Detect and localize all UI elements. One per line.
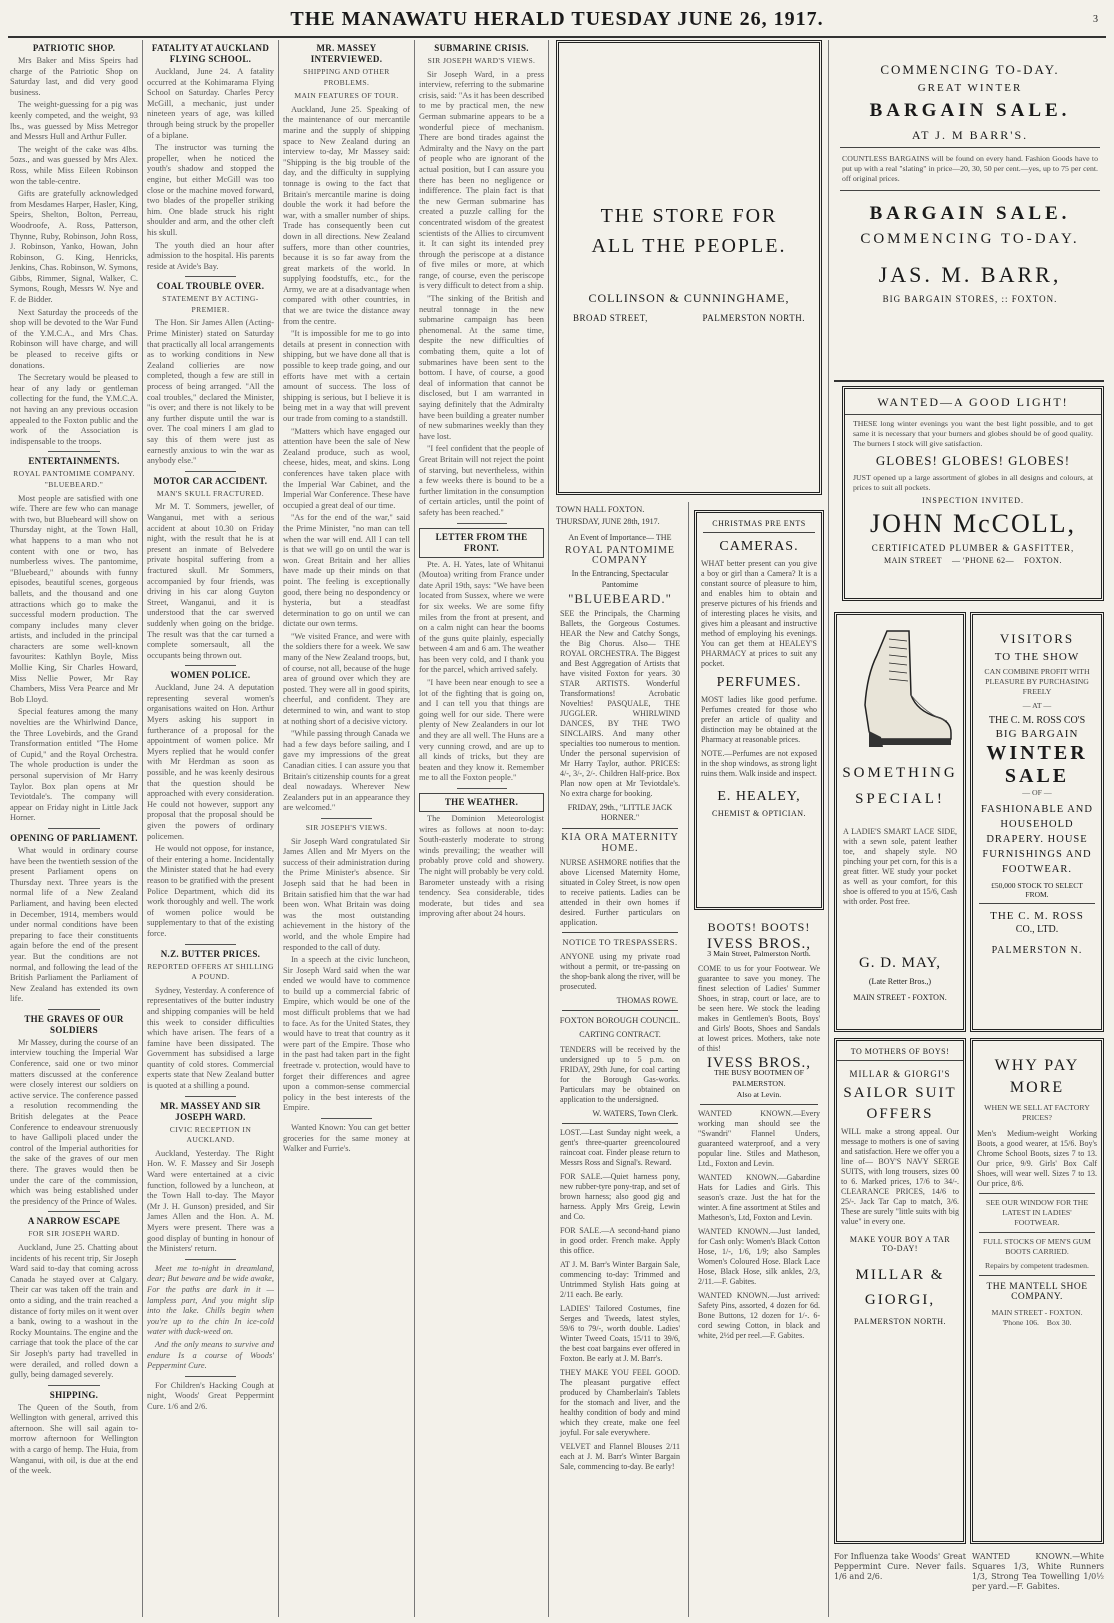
ad-body: WILL make a strong appeal. Our message to mothers is one of saving and satisfaction. Here we offer you a line of— BOY'S NAVY SERGE SUITS, with long trousers, sizes 00 to 6. Marked prices, 17/6 to 34/-. CLEARANCE PRICES, 14/6 to 25/-. Jack Tar Cap to match, 3/6. These are surely "little suits with big value" in every one. (841, 1127, 959, 1226)
subheadline: SIR JOSEPH WARD'S VIEWS. (427, 56, 536, 65)
subheadline: SHIPPING AND OTHER PROBLEMS. (303, 67, 390, 87)
classified-item: LADIES' Tailored Costumes, fine Serges and Tweeds, latest styles, 59/6 to 79/-, worth double. Ladies' Winter Tweed Coats, 15/11 to 39/6, the best coat bargains ever offered in Foxton. Be early at J. M. Barr's. (560, 1304, 680, 1364)
classified-item: AT J. M. Barr's Winter Bargain Sale, commencing to-day: Trimmed and Untrimmed Stylish Hats going at 2/11 each. Be early. (560, 1260, 680, 1300)
ad-body: MOST ladies like good perfume. Perfumes created for those who prefer an article of quality and distinction may be obtained at the Pharmacy at reasonable prices. (701, 695, 817, 744)
divider (185, 471, 236, 472)
headline: MR. MASSEY AND SIR JOSEPH WARD. (160, 1100, 261, 1122)
firm-name: COLLINSON & CUNNINGHAME, (588, 291, 790, 305)
ad-line: PALMERSTON N. (991, 945, 1083, 956)
divider (48, 451, 99, 452)
ad-headline: TO THE SHOW (994, 651, 1080, 663)
ad-headline: SOMETHING (842, 765, 958, 781)
ad-headline: BOOTS! BOOTS! (707, 920, 811, 934)
masthead: THE MANAWATU HERALD TUESDAY JUNE 26, 1917. (290, 8, 824, 30)
headline: WOMEN POLICE. (170, 670, 251, 681)
divider (321, 1118, 372, 1119)
article-paragraph: Special features among the many novelties are the Whirlwind Dance, the Three Lovebirds, and the Grand Transformation entitled "The Home of Cupid," and the Royal Orchestra. The whole production is under the personal supervision of Mr Harry Taylor. Box plan opens at Mr Teviotdale's. The company will appear on Friday night in Little Jack Horner. (10, 707, 138, 823)
subheadline: MAIN FEATURES OF TOUR. (294, 91, 399, 101)
article-paragraph: The weight-guessing for a pig was keenly competed, and the weight, 93 lbs., was guessed by Miss Metregor and Messrs Hull and Arthur Fuller. (10, 100, 138, 142)
subheadline: CIVIC RECEPTION IN AUCKLAND. (169, 1124, 252, 1145)
ad-line: CO., LTD. (1015, 924, 1059, 935)
divider (185, 665, 236, 666)
ad-line: MAIN STREET - FOXTON. (991, 1308, 1083, 1317)
subheadline: SIR JOSEPH'S VIEWS. (305, 822, 388, 832)
divider (185, 1096, 236, 1097)
ad-headline: "BLUEBEARD." (568, 591, 672, 607)
article-paragraph: Mr M. T. Sommers, jeweller, of Wanganui, met with a serious accident at about 10.30 on Friday night, with the result that he is at present an inmate of Belvedere private hospital suffering from a fractured skull. Mr Sommers, accompanied by four friends, was driving in his car along Guyton Street, Wanganui, and it is understood that the car swerved suddenly when going on the bridge. The result was that the car turned a complete somersault, all the occupants being thrown out. (147, 502, 274, 660)
column-rule (548, 40, 549, 1617)
ad-headline: BARGAIN SALE. (869, 100, 1071, 121)
ad-line: THE BUSY BOOTMEN OF PALMERSTON. (713, 1068, 805, 1088)
ad-headline: MILLAR & (855, 1267, 945, 1283)
ad-mantell-shoe (970, 1038, 1104, 1544)
ad-line: — AT — (1022, 701, 1052, 710)
article-paragraph: The Dominion Meteorologist wires as follows at noon to-day: South-easterly moderate to strong winds prevailing; the weather will probably prove cold and showery. The night will probably be very cold. Barometer unsteady with a rising tendency. Sea considerable, tides moderate, but tides and sea improving after about 24 hours. (419, 814, 544, 919)
ad-headline: WINTER (986, 742, 1088, 764)
divider (840, 190, 1100, 191)
ad-line: 3 Main Street, Palmerston North. (707, 949, 811, 959)
headline: THE GRAVES OF OUR SOLDIERS (24, 1013, 124, 1035)
ad-body: SEE the Principals, the Charming Ballets, the Gorgeous Costumes. HEAR the New and Catchy Songs, the Big Chorus. Also— THE ROYAL ORCHESTRA. The Biggest and Best Aggregation of Artists that have visited Foxton for years. 30 STAR ARTISTS. Wonderful Transformations! Acrobatic Novelties! PASQUALE, THE JUGGLER. WHIRLWIND DANCES, BY THE TWO SINCLAIRS. And many other specialties too numerous to mention. Under the personal supervision of Mr Harry Taylor, author. PRICES: 4/-, 3/-, 2/-. Children Half-price. Box Plan now open at Mr Teviotdale's. No extra charge for booking. (560, 608, 680, 798)
headline: LETTER FROM THE FRONT. (419, 528, 544, 558)
column-rule (688, 502, 689, 1617)
divider (562, 1123, 678, 1124)
classified-item: WANTED KNOWN.—Gabardine Hats for Ladies and Girls. This season's craze. Just the hat for the winter. A fine assortment at Stiles and Matheson's, Ltd, Foxton and Levin. (698, 1173, 820, 1223)
ad-line: Also at Levin. (736, 1089, 782, 1099)
ad-e-healey (694, 510, 824, 910)
divider (48, 1211, 99, 1212)
ad-line: FULL STOCKS OF MEN'S GUM BOOTS CARRIED. (983, 1237, 1091, 1256)
article-paragraph: Auckland, Yesterday. The Right Hon. W. F. Massey and Sir Joseph Ward were entertained at a civic function, followed by a luncheon, at the Town Hall to-day. The Mayor (Mr J. H. Gunson) presided, and Sir James Allen and the Hon. A. M. Myers were present. There was a good display of bunting in honour of the Ministers' return. (147, 1148, 274, 1254)
ad-body: A LADIE'S SMART LACE SIDE, with a sewn sole, patent leather toe, and shapely style. NO pinching your pet corn, for this is a great fitter. WE study your pocket as well as your comfort, for this shoe is offered to you at 15/6, Cash with order. Post free. (843, 827, 957, 906)
headline: A NARROW ESCAPE (27, 1216, 121, 1227)
ad-body: THESE long winter evenings you want the best light possible, and to get same it is necessary that your burners and globes should be of good quality. The burners I stock will give satisfaction. (853, 419, 1093, 448)
classified-item: For Influenza take Woods' Great Peppermint Cure. Never fails. 1/6 and 2/6. (834, 1552, 966, 1581)
divider (979, 1232, 1095, 1233)
news-column-4 (419, 40, 544, 1618)
ad-collinson-cunninghame (556, 40, 822, 495)
advert-line: Wanted Known: You can get better groceries for the same money at Walker and Furrie's. (283, 1123, 410, 1154)
ad-headline: ALL THE PEOPLE. (591, 235, 787, 257)
ad-line: Repairs by competent tradesmen. (985, 1261, 1089, 1270)
article-paragraph: "Matters which have engaged our attention have been the sale of New Zealand produce, such as wool, cheese, hides, meat, and skins. Long conferences have taken place with the Imperial War Cabinet, and the Imperial War Conference. These have occupied a great deal of our time. (283, 426, 410, 510)
ad-body: Men's Medium-weight Working Boots, a good wearer, at 15/6. Boy's Chrome School Boots, sizes 7 to 13. Our price, 9/9. Girls' Box Calf Shoes, will wear well. Sizes 7 to 13. Our price, 8/6. (977, 1129, 1097, 1188)
headline: SHIPPING. (49, 1389, 99, 1400)
ad-headline: THE STORE FOR (600, 205, 778, 227)
headline: SUBMARINE CRISIS. (434, 43, 529, 53)
column-rule (278, 40, 279, 1617)
ad-headline: G. D. MAY, (858, 955, 942, 971)
column-rule (828, 40, 829, 1617)
ad-line: 'Phone 106. Box 30. (1002, 1318, 1072, 1327)
ad-line: An Event of Importance— THE (568, 533, 672, 543)
article-paragraph: The Hon. Sir James Allen (Acting-Prime Minister) stated on Saturday that practically all local arrangements as to working conditions in New Zealand collieries are now completed, though a few are still in process of being arranged. "All the coal troubles," declared the Minister, "is over; and there is not likely to be any further dispute until the war is over. The coal miners I am glad to say this of them were just as earnestly anxious to win the war as anybody else." (147, 318, 274, 466)
ad-line: WHEN WE SELL AT FACTORY PRICES? (984, 1103, 1090, 1122)
ad-headline: MORE (1009, 1079, 1065, 1096)
ad-line: THE C. M. ROSS CO'S (988, 715, 1086, 726)
divider (48, 828, 99, 829)
classified-column-a (556, 502, 684, 1620)
article-paragraph: Mr Massey, during the course of an interview touching the Imperial War Conference, said one or two minor matters discussed at the conference were closely interest our soldiers on active service. The conference passed a resolution recommending the British delegates at the Peace Conference to endeavour strenuously to have Gallipoli placed under the control of the Imperial authorities for the sake of the graves of our men there. The graves would then be under the care of the commission, which was being established under the presidency of the Prince of Wales. (10, 1037, 138, 1206)
divider (185, 944, 236, 945)
ad-line: FRIDAY, 29th., "LITTLE JACK HORNER." (567, 802, 673, 823)
column-rule (142, 40, 143, 1617)
article-paragraph: Sir Joseph Ward congratulated Sir James Allen and Mr Myers on the success of their administration during the Prime Minister's absence. Sir Joseph said that he had been in Britain satisfied him that the war had been won. What Britain was doing was the most outstanding achievement in the history of the world, and the whole Empire had responded to the call of duty. (283, 836, 410, 952)
ad-line: COMMENCING TO-DAY. (880, 62, 1060, 77)
date: THURSDAY, JUNE 28th, 1917. (556, 516, 660, 526)
ad-line: COMMENCING TO-DAY. (860, 231, 1080, 247)
article-paragraph: The Queen of the South, from Wellington with general, arrived this afternoon. She will sail again to-morrow afternoon for Wellington with a cargo of hemp. The Huia, from Wanganui, with oil, is due at the end of the week. (10, 1402, 138, 1476)
divider (840, 147, 1100, 148)
divider (834, 380, 1104, 382)
classified-item: WANTED KNOWN.—Just arrived: Safety Pins, assorted, 4 dozen for 6d. Bone Buttons, 12 dozen for 1/-. 6-cord sewing Cotton, in black and white, 2½d per reel.—F. Gabites. (698, 1291, 820, 1341)
ad-line: MAIN STREET - FOXTON. (853, 993, 947, 1002)
poem-ad: And the only means to survive and endure Is a course of Woods' Peppermint Cure. (147, 1339, 274, 1371)
news-column-1 (10, 40, 138, 1618)
classified-item: FOR SALE.—A second-hand piano in good order. French make. Apply this office. (560, 1226, 680, 1256)
divider (185, 1259, 236, 1260)
ad-line: INSPECTION INVITED. (921, 496, 1025, 505)
ad-body: JUST opened up a large assortment of globes in all designs and colours, at prices to suit all pockets. (853, 473, 1093, 492)
ad-line: CHRISTMAS PRE ENTS (712, 519, 806, 528)
ad-millar-giorgi (834, 1038, 966, 1544)
classified-item: WANTED KNOWN.—Every working man should see the "Swandri" Flannel Unders, guaranteed waterproof, and a very popular line. Stiles and Matheson, Ltd., Foxton and Levin. (698, 1109, 820, 1169)
ad-headline: IVESS BROS., (706, 1054, 812, 1071)
article-paragraph: "I feel confident that the people of Great Britain will not reject the point of starving, but nevertheless, within a few weeks there is bound to be a further limitation in the consumption of certain articles, until the point of safety has been reached." (419, 444, 544, 517)
ad-line: FASHIONABLE AND HOUSEHOLD DRAPERY. HOUSE FURNISHINGS AND FOOTWEAR. (981, 804, 1093, 875)
ad-line: SEE OUR WINDOW FOR THE LATEST IN LADIES' FOOTWEAR. (985, 1198, 1089, 1227)
ad-jm-barr (834, 48, 1106, 376)
ad-headline: FOXTON BOROUGH COUNCIL. (559, 1015, 681, 1026)
ad-headline: PERFUMES. (716, 675, 802, 690)
article-paragraph: Next Saturday the proceeds of the shop will be devoted to the War Fund of the Y.M.C.A., and Mrs Chas. Robinson will have charge, and will be pleased to receive gifts or donations. (10, 307, 138, 370)
divider (48, 1009, 99, 1010)
divider (321, 818, 372, 819)
advert-line: For Children's Hacking Cough at night, Woods' Great Peppermint Cure. 1/6 and 2/6. (147, 1380, 274, 1411)
signature: THOMAS ROWE. (616, 995, 678, 1005)
divider (979, 1193, 1095, 1194)
divider (700, 1104, 818, 1105)
divider (185, 1376, 236, 1377)
ad-headline: THE MANTELL SHOE COMPANY. (986, 1282, 1088, 1302)
ad-line: CARTING CONTRACT. (579, 1029, 661, 1039)
article-paragraph: "As for the end of the war," said the Prime Minister, "no man can tell when the war will end. All I can tell is that we will go on until the war is won. Great Britain and her allies have made up their minds on that point. The feeling is exceptionally good, there being no despondency or hysteria, but a steadfast determination to go on until we can dictate our own terms. (283, 513, 410, 629)
headline: OPENING OF PARLIAMENT. (10, 832, 138, 843)
article-paragraph: What would in ordinary course have been the twentieth session of the present Parliament opens on Thursday next. Three years is the normal life of a New Zealand Parliament, and having been elected in December, 1914, members would under normal conditions have been preparing to face their constituents again before the end of the present year. But the conditions are not normal, and following the lead of the British Parliament the Parliament of New Zealand has extended its own life. (10, 845, 138, 1004)
divider (185, 276, 236, 277)
article-paragraph: "We visited France, and were with the soldiers there for a week. We saw many of the New Zealand troops, but, of course, not all, because of the huge area of ground over which they are posted. They were all in good spirits, cheerful, and confident. They are determined to win, and want to stop at nothing short of a decisive victory. (283, 631, 410, 726)
headline: PATRIOTIC SHOP. (32, 43, 116, 53)
divider (48, 1385, 99, 1386)
subheadline: ROYAL PANTOMIME COMPANY. "BLUEBEARD." (13, 469, 135, 489)
ad-line: GREAT WINTER (917, 82, 1023, 94)
ad-body: COME to us for your Footwear. We guarantee to save you money. The finest selection of Ladies' Summer Shoes, in strap, court or lace, are to be seen here. We stock the leading makes in Gentlemen's Boots, Boys' and Girls' Boots, Shoes and Sandals at lowest prices. Mothers, take note of this! (698, 963, 820, 1053)
news-column-3 (283, 40, 410, 1618)
article-paragraph: The youth died an hour after admission to the hospital. His parents reside at Avide's Bay. (147, 240, 274, 271)
headline: MR. MASSEY INTERVIEWED. (310, 43, 383, 64)
ad-headline: WHY PAY (994, 1057, 1080, 1074)
article-paragraph: Sir Joseph Ward, in a press interview, referring to the submarine crisis, said: "As it has been described to me by practical men, the new German submarine appears to be a wonderful piece of mechanism. There are bond tirades against the Admiralty and the Navy on the part of people who are ignorant of the actual position, but I can assure you there has been no negligence or indifference. The plain fact is that the new German submarine has created a puzzle calling for the concentrated wisdom of the greatest scientists of the Allies to circumvent it. It can sight its intended prey through the periscope at a distance of five miles or more, at which range, of course, even the periscope is very difficult to detect from a ship. (419, 69, 544, 291)
ad-headline: NOTICE TO TRESPASSERS. (562, 937, 678, 948)
article-paragraph: "I have been near enough to see a lot of the fighting that is going on, and I can tell you that things are going well for our side. There were plenty of New Zealanders in our lot and they are all well. The Huns are a very cunning crowd, and are up to all kinds of tricks, but they are beaten and they know it. Remember me to all the Foxton people." (419, 678, 544, 783)
street: BROAD STREET, (573, 313, 648, 323)
divider (562, 932, 678, 933)
article-paragraph: The weight of the cake was 4lbs. 5ozs., and was guessed by Mrs Alex. Ross, while Miss Eileen Robinson won the table-centre. (10, 144, 138, 186)
divider (457, 788, 507, 789)
classified-item: VELVET and Flannel Blouses 2/11 each at J. M. Barr's Winter Bargain Sale, commencing to-day. Be early! (560, 1442, 680, 1472)
classified-item: WANTED KNOWN.—Just landed, for Cash only: Women's Black Cotton Hose, 1/-, 1/6, 1/9; also Samples Women's Coloured Hose. Black Lace Hose, Black Hose, silk ankles, 2/3, 2/11.—F. Gabites. (698, 1227, 820, 1287)
ad-headline: OFFERS (866, 1106, 934, 1122)
headline: THE WEATHER. (419, 793, 544, 812)
article-paragraph: He would not oppose, for instance, of their entering a home. Incidentally the Minister stated that he had every reason to be gratified with the present Police Department, which did its work thoroughly and well. The work of women police would be supplementary to that of the existing force. (147, 844, 274, 938)
ad-headline: WANTED—A GOOD LIGHT! (845, 395, 1101, 415)
ad-line: (Late Retter Bros.,) (868, 977, 932, 986)
article-paragraph: Pte. A. H. Yates, late of Whitanui (Moutoa) writing from France under date April 19th, says: "We have been located from Sussex, where we were for six weeks. We are some fifty miles from the front at present, and on a calm night can hear the booms of the guns quite plainly, especially between 4 am and 6 am. The weather has been very cold, and I thank you for the parcel, which arrived safely. (419, 559, 544, 675)
article-paragraph: Gifts are gratefully acknowledged from Mesdames Harper, Hasler, King, Speirs, Shelton, Bolton, Perreau, Woodroofe, A. Ross, Patterson, Thynne, Ruby, Robinson, John Ross, J. Robinson, Yanko, Howan, John Robinson, G. King, Henricks, Jenkins, Chas. Robinson, W. Symons, Gibbs, Rimmer, Signal, Walker, C. Symons, Rough, Messrs W. Nye and F. de Bidder. (10, 189, 138, 305)
ad-line: £50,000 STOCK TO SELECT FROM. (991, 881, 1083, 899)
ad-body: NOTE.—Perfumes are not exposed in the shop windows, as strong light ruins them. Walk inside and inspect. (701, 749, 817, 778)
headline: MOTOR CAR ACCIDENT. (153, 475, 268, 486)
masthead-rule (8, 36, 1106, 38)
ad-line: — OF — (1022, 788, 1052, 797)
ad-headline: KIA ORA MATERNITY HOME. (561, 831, 679, 854)
boot-icon (847, 625, 957, 755)
ad-line: CERTIFICATED PLUMBER & GASFITTER, (871, 543, 1075, 553)
classified-item: WANTED KNOWN.—White Squares 1/3, White Runners 1/3, Strong Tea Towelling 1/0½ per yard.—F. Gabites. (972, 1552, 1104, 1591)
article-paragraph: The instructor was turning the propeller, when he noticed the youth's shadow and stopped the engine, but either McGill was too close or the machine moved forward, two blades of the propeller striking him. One blade struck his right shoulder and arm, and the other cleft his skull. (147, 143, 274, 237)
poem-ad: Meet me to-night in dreamland, dear; But beware and be wide awake, For the paths are dark in it — lampless part, And you might slip into the lake. Chills begin when you're up to the chin In ice-cold water with duck-weed on. (147, 1263, 274, 1337)
ad-john-mccoll (842, 386, 1104, 601)
ad-headline: VISITORS (999, 631, 1075, 646)
ad-headline: THE C. M. ROSS (990, 910, 1084, 922)
ad-headline: SPECIAL! (855, 791, 945, 807)
ad-line: MAKE YOUR BOY A TAR TO-DAY! (849, 1235, 951, 1253)
divider (979, 1275, 1095, 1276)
article-paragraph: Auckland, June 25. Speaking of the maintenance of our mercantile marine and the supply of shipping space to New Zealand during an interview to-day, Mr Massey said: "Shipping is the big trouble of the day, and the difficulty in supplying tonnage is owing to the fact that Britain's mercantile marine is doing double the work it had before the war, with a smaller number of ships. Trade has consequently been cut down in all directions. New Zealand suffers, more than other countries, because it is so far away from the great markets of the world. In supplying foodstuffs, etc., for the Army, we are at a disadvantage when compared with other countries, in that we are twice the distance away from the centre. (283, 104, 410, 326)
page-number: 3 (1093, 14, 1098, 25)
classified-item: LOST.—Last Sunday night week, a gent's three-quarter greencoloured raincoat coat. Finder please return to Messrs Ross and Signal's. Reward. (560, 1128, 680, 1168)
ad-gd-may (834, 612, 966, 1032)
ad-line: GLOBES! GLOBES! GLOBES! (875, 453, 1071, 468)
ad-body: WHAT better present can you give a boy or girl than a Camera? It is a constant source of pleasure to him, and enables him to obtain and preserve pictures of his friends and of interesting places he visits, and gives him a pleasant and instructive method of employing his evenings. You can get them at HEALEY'S PHARMACY at prices to suit any pocket. (701, 559, 817, 668)
subheadline: FOR SIR JOSEPH WARD. (28, 1229, 120, 1239)
article-paragraph: "It is impossible for me to go into details at present in connection with shipping, but we have done all that is possible to keep trade going, and our efforts have met with a certain amount of success. The loss of shipping is serious, but I believe it is being met in a way that will prevent our trade from coming to a standstill. (283, 329, 410, 423)
subheadline: STATEMENT BY ACTING-PREMIER. (162, 294, 259, 314)
headline: N.Z. BUTTER PRICES. (160, 948, 261, 959)
ad-line: CAN COMBINE PROFIT WITH PLEASURE BY PURCHASING FREELY (984, 667, 1090, 696)
article-paragraph: Auckland, June 25. Chatting about incidents of his recent trip, Sir Joseph Ward said to-day that coming across Canada he stayed over at Calgary. Their car was taken off the train and onto a siding, and the train reached a distance of forty miles on it went over a bank, owing to a washout in the Rocky Mountains. The engine and the carriage that took the place of the car Sir Joseph's party had travelled in were derailed, and rolled down a gully, being damaged severely. (10, 1242, 138, 1380)
ad-line: PALMERSTON NORTH. (853, 1317, 947, 1326)
classified-item: THEY MAKE YOU FEEL GOOD. The pleasant purgative effect produced by Chamberlain's Tablets for the stomach and liver, and the healthy condition of body and mind which they create, make one feel joyful. For sale everywhere. (560, 1368, 680, 1438)
ad-body: COUNTLESS BARGAINS will be found on every hand. Fashion Goods have to put up with a real "slating" in price—20, 30, 50 per cent.—yes, up to 75 per cent. off original prices. (842, 154, 1098, 183)
headline: COAL TROUBLE OVER. (156, 281, 265, 292)
signature: W. WATERS, Town Clerk. (592, 1108, 678, 1118)
ad-line: MILLAR & GIORGI'S (849, 1069, 951, 1079)
ad-body: TENDERS will be received by the undersigned up to 5 p.m. on FRIDAY, 29th June, for coal carting for the Borough Gas-works. Particulars may be obtained on application to the undersigned. (560, 1044, 680, 1104)
article-paragraph: "The sinking of the British and neutral tonnage in the new submarine campaign has been phenomenal. At the same time, despite the new difficulties of combating them, quite a lot of submarines have been sent to the bottom. I have, of course, a good deal of information that cannot be disclosed, but I am warranted in saying definitely that the Admiralty have been building a greater number of new submarines weekly than they have lost. (419, 294, 544, 441)
ad-line: TO MOTHERS OF BOYS! (837, 1047, 963, 1061)
subheadline: REPORTED OFFERS AT SHILLING A POUND. (147, 961, 274, 982)
classified-column-b (694, 920, 824, 1620)
divider (703, 532, 815, 533)
ad-body: ANYONE using my private road without a permit, or tre-passing on the shop-bank along the river, will be prosecuted. (560, 951, 680, 991)
article-paragraph: In a speech at the civic luncheon, Sir Joseph Ward said when the war ended we would have to commence to build up a commercial fabric of Empire, which would be one of the most difficult problems that we had to face. As for the United States, they would have to treat that country as it were part of the Empire. Those who in the past had taken part in the fight freetrade v. protection, would have to forget their differences and agree upon a common-sense commercial policy in the best interests of the Empire. (283, 955, 410, 1113)
ad-headline: BARGAIN SALE. (869, 203, 1071, 224)
article-paragraph: Mrs Baker and Miss Speirs had charge of the Patriotic Shop on Saturday last, and did very good business. (10, 56, 138, 97)
headline: ENTERTAINMENTS. (28, 456, 120, 467)
article-paragraph: Auckland, June 24. A deputation representing several women's organisations waited on Hon. Arthur Myers asking his support in furtherance of a proposal for the appointment of women police. Mr Myers replied that he would confer with Mr Herdman as soon as possible, and he was keenly desirous that the question should be approached with every consideration. He could not however, support any proposal that the proposal should be given the powers of ordinary policemen. (147, 683, 274, 841)
ad-headline: E. HEALEY, (717, 789, 801, 804)
article-paragraph: Auckland, June 24. A fatality occurred at the Kohimarama Flying School on Saturday. Charles Percy McGill, a mechanic, just under nineteen years of age, was killed through being struck by the propeller of a biplane. (147, 67, 274, 140)
ad-headline: SALE (1004, 765, 1070, 787)
article-paragraph: Sydney, Yesterday. A conference of representatives of the butter industry and shipping companies will be held this week to consider difficulties which have arisen. The fears of a famine have been dissipated. The Government has subsidised a large quantity of cold stores. Commercial experts state that New Zealand butter is quoted at a shilling a pound. (147, 985, 274, 1091)
ad-headline: BIG BARGAIN (995, 728, 1079, 740)
news-column-2 (147, 40, 274, 1618)
article-paragraph: The Secretary would be pleased to hear of any lady or gentleman collecting for the fund, the Y.M.C.A. not having an any previous occasion appealed to the Foxton public and the work of the Association is indispensable to the troops. (10, 373, 138, 446)
ad-headline: GIORGI, (864, 1292, 936, 1308)
ad-cm-ross (970, 612, 1104, 1032)
column-rule (414, 40, 415, 1617)
divider (562, 828, 678, 829)
ad-line: BIG BARGAIN STORES, :: FOXTON. (882, 294, 1058, 304)
ad-headline: CAMERAS. (719, 539, 799, 554)
ad-headline: IVESS BROS., (706, 935, 812, 952)
article-paragraph: "While passing through Canada we had a few days before sailing, and I gave my impressions of the great Canadian cities. I can assure you that Britain's citizenship counts for a great deal nowadays. Wherever New Zealanders put in an appearance they are welcomed." (283, 729, 410, 813)
divider (457, 523, 507, 524)
subheadline: MAN'S SKULL FRACTURED. (156, 488, 265, 498)
ad-line: In the Entrancing, Spectacular Pantomime (571, 568, 669, 589)
article-paragraph: Most people are satisfied with one wife. There are few who can manage with two, but Bluebeard will show on Thursday night, at the Town Hall, what happens to a man who not content with one or two, has numberless wives. The pantomime, "Bluebeard," abounds with funny episodes, beautiful scenes, gorgeous ballets, and the thousand and one attractions which go to make the successful modern production. The company includes many clever artists, and included in the principal characters are some well-known favourites: Kathlyn Boyle, Miss Mollie King, Sir Charles Howard, Miss Nellie Power, Mr Ray Chambers, Miss Vera Pearce and Mr Bob Lloyd. (10, 493, 138, 704)
divider (562, 1010, 678, 1011)
ad-headline: SAILOR SUIT (843, 1085, 957, 1101)
ad-headline: ROYAL PANTOMIME COMPANY (565, 544, 675, 567)
town: PALMERSTON NORTH. (702, 313, 805, 323)
ad-line: AT J. M BARR'S. (911, 128, 1029, 142)
divider (979, 903, 1095, 904)
ad-line: CHEMIST & OPTICIAN. (711, 809, 807, 818)
ad-line: MAIN STREET — 'PHONE 62— FOXTON. (884, 556, 1062, 565)
classified-item: FOR SALE.—Quiet harness pony, new rubber-tyre pony-trap, and set of brown harness; also good gig and harness. Apply Mrs Greig, Lewin and Co. (560, 1172, 680, 1222)
ad-body: NURSE ASHMORE notifies that the above Licensed Maternity Home, situated in Coley Street, is now open to receive patients. Ladies can be attended in their own homes if desired. Further particulars on application. (560, 858, 680, 928)
headline: FATALITY AT AUCKLAND FLYING SCHOOL. (151, 43, 270, 64)
ad-headline: JOHN McCOLL, (870, 509, 1076, 538)
ad-headline: JAS. M. BARR, (878, 262, 1062, 287)
venue: TOWN HALL FOXTON. (556, 504, 645, 514)
